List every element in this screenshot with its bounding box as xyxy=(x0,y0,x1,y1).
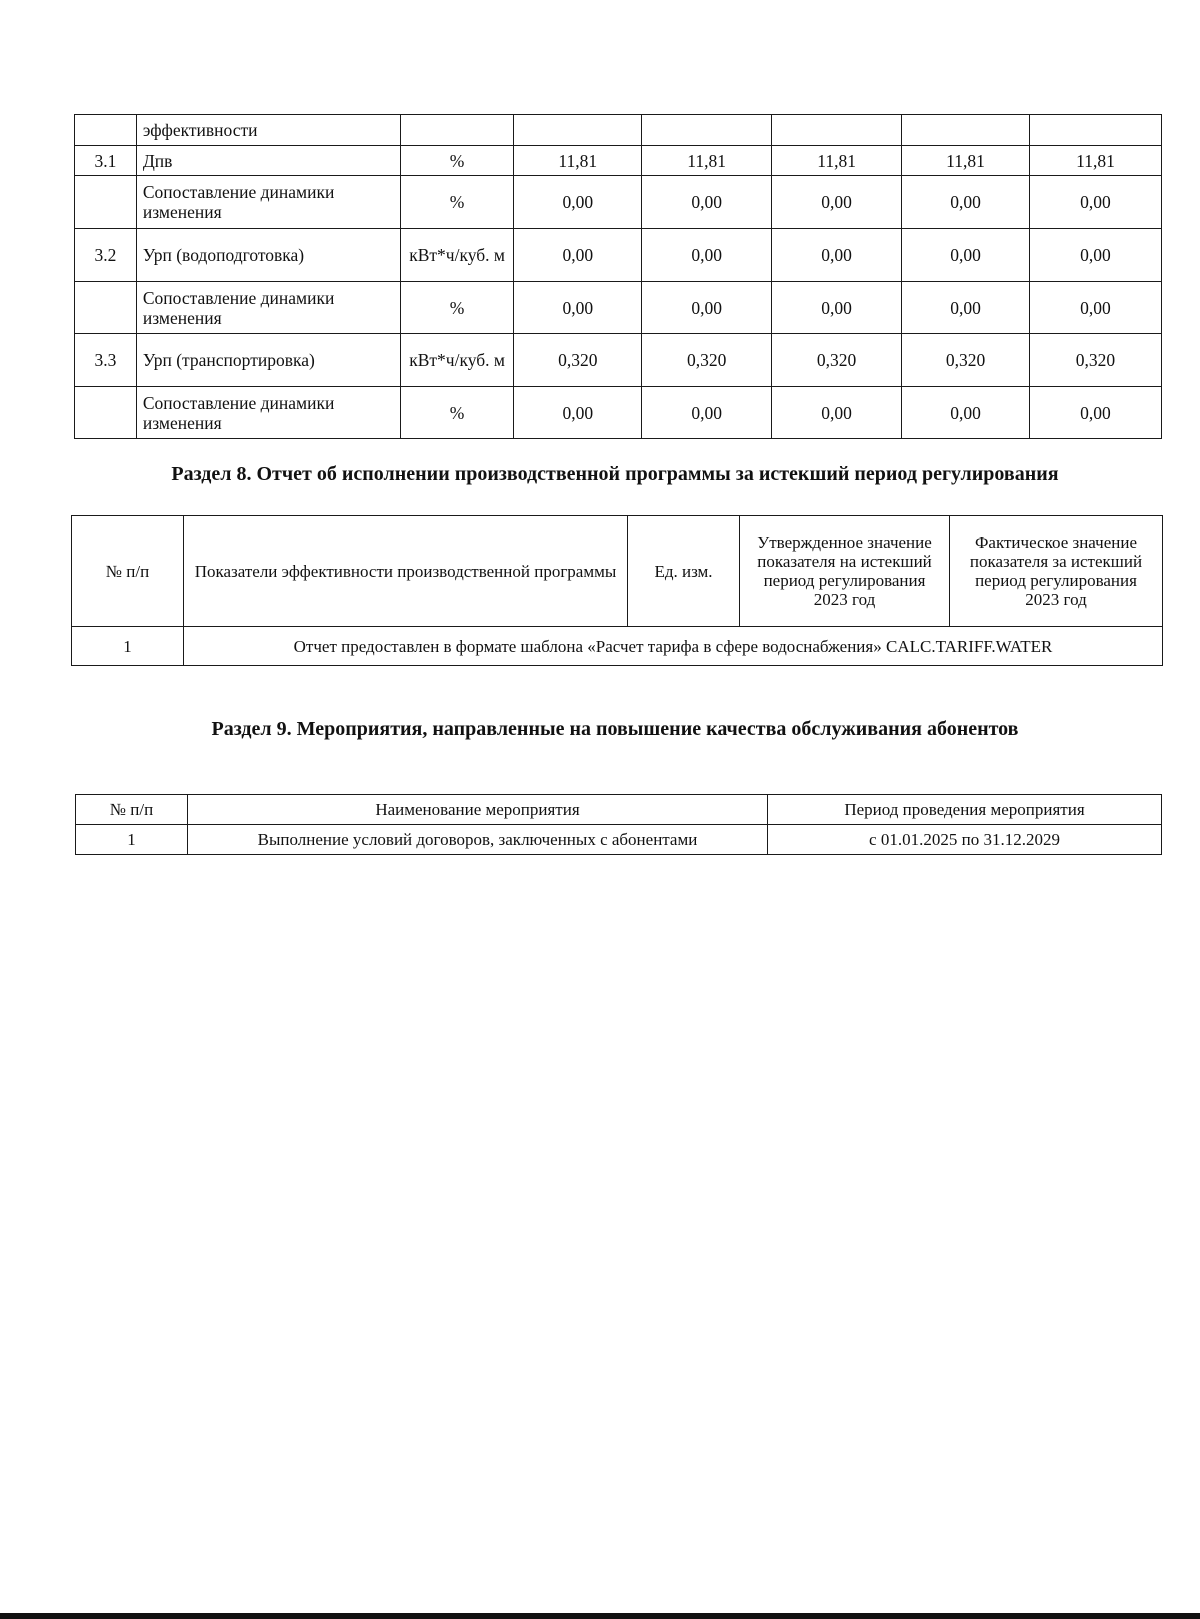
value-cell: 0,00 xyxy=(642,282,772,334)
indicator-name: Сопоставление динамики изменения xyxy=(136,387,400,439)
value-cell: 0,00 xyxy=(902,229,1030,282)
value-cell: 0,00 xyxy=(902,282,1030,334)
indicator-name: Сопоставление динамики изменения xyxy=(136,176,400,229)
table-row xyxy=(75,146,1162,176)
value-cell: 0,320 xyxy=(902,334,1030,387)
row-number: 3.1 xyxy=(75,146,137,176)
value-cell: 0,00 xyxy=(642,229,772,282)
value-cell: 11,81 xyxy=(772,146,902,176)
section-8-title: Раздел 8. Отчет об исполнении производственной программы за истекший период регулирования xyxy=(171,463,1059,485)
value-cell: 0,00 xyxy=(772,176,902,229)
table-row xyxy=(75,229,1162,282)
table-row xyxy=(76,825,1162,855)
report-note: Отчет предоставлен в формате шаблона «Расчет тарифа в сфере водоснабжения» CALC.TARIFF.WATER xyxy=(184,627,1163,666)
unit-cell: кВт*ч/куб. м xyxy=(400,229,513,282)
header-num: № п/п xyxy=(72,516,184,627)
service-quality-measures-table xyxy=(75,794,1162,855)
table-row xyxy=(75,176,1162,229)
value-cell: 11,81 xyxy=(642,146,772,176)
row-number: 3.3 xyxy=(75,334,137,387)
measure-period: с 01.01.2025 по 31.12.2029 xyxy=(768,825,1162,855)
header-period: Период проведения мероприятия xyxy=(768,795,1162,825)
value-cell: 0,00 xyxy=(514,176,642,229)
value-cell: 0,00 xyxy=(902,176,1030,229)
row-number: 1 xyxy=(76,825,188,855)
indicator-name: Дпв xyxy=(136,146,400,176)
value-cell: 11,81 xyxy=(514,146,642,176)
value-cell: 0,00 xyxy=(514,282,642,334)
value-cell: 0,00 xyxy=(902,387,1030,439)
table-header-row xyxy=(72,516,1163,627)
unit-cell xyxy=(400,115,513,146)
unit-cell: % xyxy=(400,146,513,176)
row-number xyxy=(75,176,137,229)
unit-cell: % xyxy=(400,282,513,334)
value-cell: 0,00 xyxy=(1029,229,1161,282)
value-cell: 0,00 xyxy=(642,387,772,439)
header-approved: Утвержденное значение показателя на истекший период регулирования 2023 год xyxy=(740,516,950,627)
table-row xyxy=(72,627,1163,666)
value-cell: 0,00 xyxy=(514,229,642,282)
indicators-table xyxy=(74,114,1162,439)
value-cell xyxy=(902,115,1030,146)
value-cell: 0,320 xyxy=(642,334,772,387)
production-program-report-table xyxy=(71,515,1163,666)
value-cell xyxy=(642,115,772,146)
table-row xyxy=(75,282,1162,334)
row-number: 1 xyxy=(72,627,184,666)
unit-cell: % xyxy=(400,387,513,439)
value-cell: 0,320 xyxy=(772,334,902,387)
table-row xyxy=(75,334,1162,387)
row-number xyxy=(75,387,137,439)
value-cell: 11,81 xyxy=(902,146,1030,176)
value-cell: 0,320 xyxy=(1029,334,1161,387)
row-number xyxy=(75,282,137,334)
header-unit: Ед. изм. xyxy=(628,516,740,627)
value-cell xyxy=(772,115,902,146)
value-cell xyxy=(1029,115,1161,146)
unit-cell: кВт*ч/куб. м xyxy=(400,334,513,387)
indicator-name: Урп (транспортировка) xyxy=(136,334,400,387)
value-cell: 11,81 xyxy=(1029,146,1161,176)
row-number xyxy=(75,115,137,146)
table-header-row xyxy=(76,795,1162,825)
row-number: 3.2 xyxy=(75,229,137,282)
value-cell: 0,00 xyxy=(642,176,772,229)
value-cell xyxy=(514,115,642,146)
indicator-name: эффективности xyxy=(136,115,400,146)
value-cell: 0,00 xyxy=(514,387,642,439)
indicator-name: Урп (водоподготовка) xyxy=(136,229,400,282)
scan-edge xyxy=(0,1613,1200,1619)
unit-cell: % xyxy=(400,176,513,229)
indicator-name: Сопоставление динамики изменения xyxy=(136,282,400,334)
value-cell: 0,00 xyxy=(1029,387,1161,439)
value-cell: 0,00 xyxy=(1029,176,1161,229)
table-row xyxy=(75,387,1162,439)
value-cell: 0,00 xyxy=(772,282,902,334)
header-num: № п/п xyxy=(76,795,188,825)
section-9-title: Раздел 9. Мероприятия, направленные на повышение качества обслуживания абонентов xyxy=(211,718,1019,740)
header-indicator: Показатели эффективности производственной программы xyxy=(184,516,628,627)
value-cell: 0,00 xyxy=(772,229,902,282)
value-cell: 0,00 xyxy=(772,387,902,439)
header-actual: Фактическое значение показателя за истекший период регулирования 2023 год xyxy=(950,516,1163,627)
value-cell: 0,320 xyxy=(514,334,642,387)
header-name: Наименование мероприятия xyxy=(188,795,768,825)
measure-name: Выполнение условий договоров, заключенных с абонентами xyxy=(188,825,768,855)
value-cell: 0,00 xyxy=(1029,282,1161,334)
table-row xyxy=(75,115,1162,146)
